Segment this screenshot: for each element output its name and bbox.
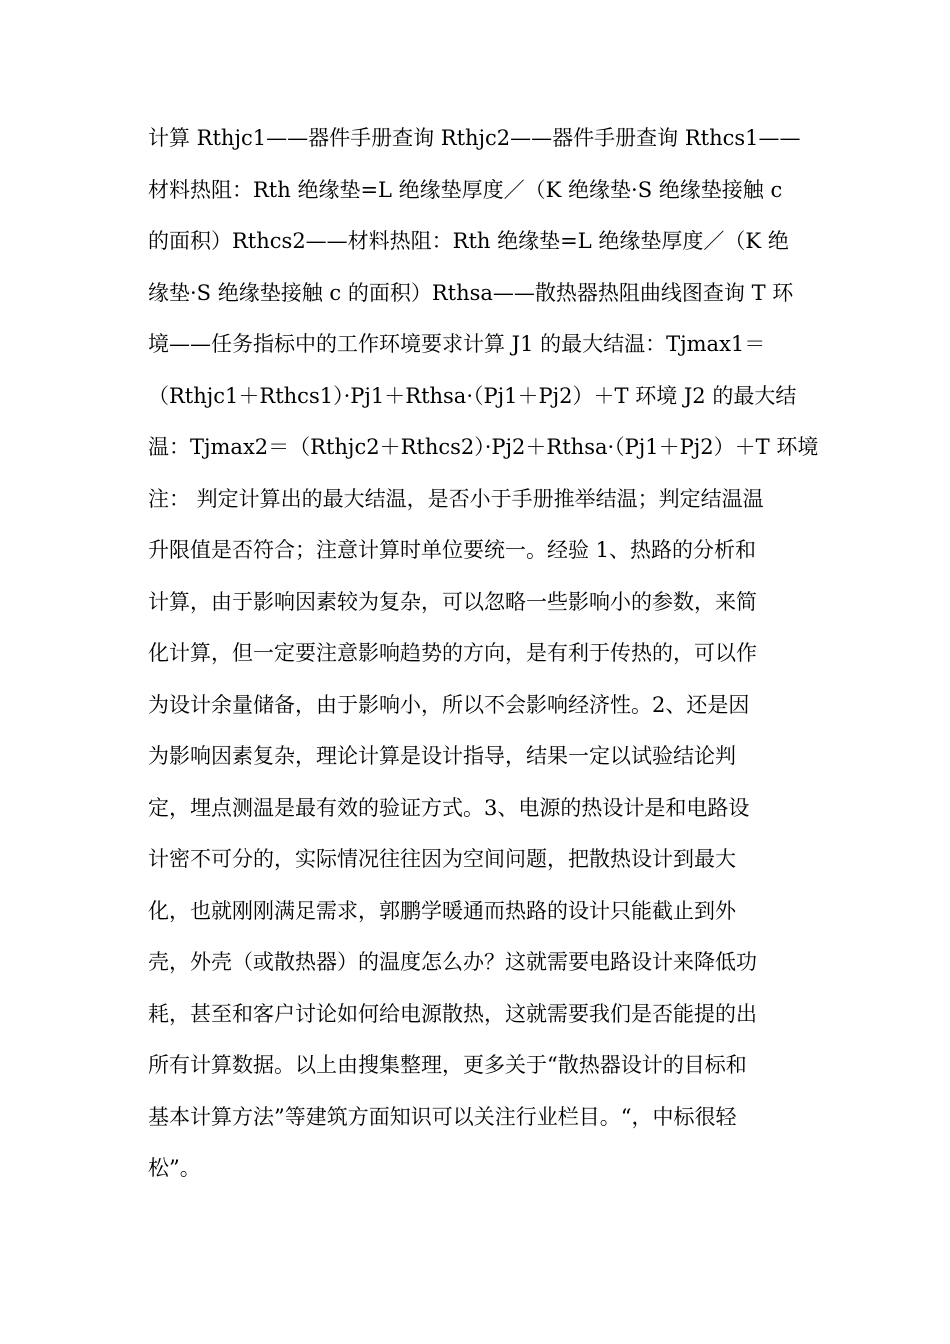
text-line: 计算 Rthjc1——器件手册查询 Rthjc2——器件手册查询 Rthcs1—— <box>148 126 801 150</box>
text-line: 计密不可分的，实际情况往往因为空间问题，把散热设计到最大 <box>148 847 736 871</box>
text-line: 耗，甚至和客户讨论如何给电源散热，这就需要我们是否能提的出 <box>148 1001 757 1026</box>
text-line: 境——任务指标中的工作环境要求计算 J1 的最大结温：Tjmax1＝ <box>148 332 766 356</box>
text-line: 化计算，但一定要注意影响趋势的方向，是有利于传热的，可以作 <box>148 641 757 665</box>
text-line: 温：Tjmax2＝（Rthjc2＋Rthcs2）·Pj2＋Rthsa·（Pj1＋Pj2）＋T 环境 <box>148 435 819 459</box>
text-line: 化，也就刚刚满足需求，郭鹏学暖通而热路的设计只能截止到外 <box>148 898 736 923</box>
text-line: 计算，由于影响因素较为复杂，可以忽略一些影响小的参数，来简 <box>148 589 757 614</box>
body-text <box>148 118 818 1200</box>
text-line: 定，埋点测温是最有效的验证方式。3、电源的热设计是和电路设 <box>148 795 750 820</box>
text-line: 所有计算数据。以上由搜集整理，更多关于“散热器设计的目标和 <box>148 1053 747 1077</box>
text-line: 松”。 <box>148 1156 201 1180</box>
text-line: 为设计余量储备，由于影响小，所以不会影响经济性。2、还是因 <box>148 692 750 717</box>
text-line: 升限值是否符合；注意计算时单位要统一。经验 1、热路的分析和 <box>148 538 757 562</box>
text-line: 缘垫·S 绝缘垫接触 c 的面积）Rthsa——散热器热阻曲线图查询 T 环 <box>148 280 794 305</box>
text-line: 注： 判定计算出的最大结温，是否小于手册推举结温；判定结温温 <box>148 486 764 511</box>
text-line: （Rthjc1＋Rthcs1）·Pj1＋Rthsa·（Pj1＋Pj2）＋T 环境 J2 的最大结 <box>148 383 797 408</box>
text-line: 的面积）Rthcs2——材料热阻：Rth 绝缘垫=L 绝缘垫厚度／（K 绝 <box>148 229 789 253</box>
text-line: 材料热阻：Rth 绝缘垫=L 绝缘垫厚度／（K 绝缘垫·S 绝缘垫接触 c <box>148 177 783 202</box>
text-line: 为影响因素复杂，理论计算是设计指导，结果一定以试验结论判 <box>148 744 736 768</box>
text-line: 壳，外壳（或散热器）的温度怎么办？这就需要电路设计来降低功 <box>148 950 757 974</box>
text-line: 基本计算方法”等建筑方面知识可以关注行业栏目。“，中标很轻 <box>148 1104 737 1129</box>
